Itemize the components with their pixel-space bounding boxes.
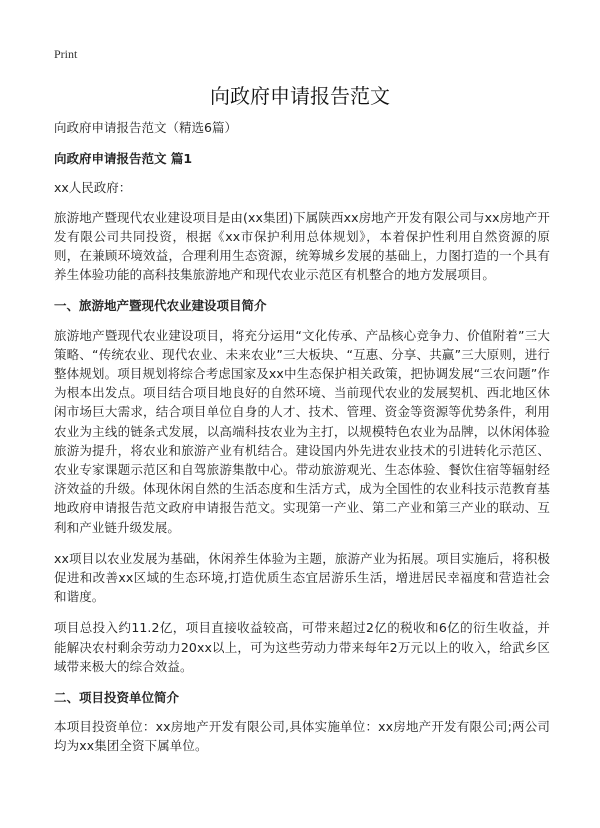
salutation: xx人民政府： xyxy=(54,180,132,196)
section-1-heading: 一、旅游地产暨现代农业建设项目简介 xyxy=(54,298,267,314)
section-2-paragraph: 本项目投资单位：xx房地产开发有限公司,具体实施单位：xx房地产开发有限公司;两公司均为xx集团全资下属单位。 xyxy=(54,719,550,754)
section-1-paragraph: 项目总投入约11.2亿，项目直接收益较高，可带来超过2亿的税收和6亿的衍生收益，并能解决农村剩余劳动力20xx以上，可为这些劳动力带来每年2万元以上的收入，给武乡区域带来极大的综合效益。 xyxy=(54,620,550,674)
section-1-paragraph: xx项目以农业发展为基础，休闲养生体验为主题，旅游产业为拓展。项目实施后，将积极促进和改善xx区域的生态环境,打造优质生态宜居游乐生活，增进居民幸福度和营造社会和谐度。 xyxy=(54,550,550,605)
page-title: 向政府申请报告范文 xyxy=(210,84,390,108)
print-link[interactable]: Print xyxy=(54,47,78,61)
document-subtitle: 向政府申请报告范文（精选6篇） xyxy=(54,120,237,135)
section-1-paragraph: 旅游地产暨现代农业建设项目，将充分运用“文化传承、产品核心竞争力、价值附着”三大策略、“传统农业、现代农业、未来农业”三大板块、“互惠、分享、共赢”三大原则，进行整体规划。项目规划将综合考虑国家及xx中生态保护相关政策，把协调发展“三农问题”作为根本出发点。项目结合项目地良好的自然环境、当前现代农业的发展契机、西北地区休闲市场巨大需求，结合项目单位自身的人才、技术、管理、资金等资源等优势条件，利用农业为主线的链条式发展，以高端科技农业为主打，以规模特色农业为品牌，以休闲体验旅游为提升，将农业和旅游产业有机结合。建设国内外先进农业技术的引进转化示范区、农业专家课题示范区和自驾旅游集散中心。带动旅游观光、生态体验、餐饮住宿等辐射经济效益的升级。体现休闲自然的生活态度和生活方式，成为全国性的农业科技示范教育基地政府申请报告范文政府申请报告范文。实现第一产业、第二产业和第三产业的联动、互利和产业链升级发展。 xyxy=(54,327,550,535)
section-2-heading: 二、项目投资单位简介 xyxy=(54,690,180,706)
intro-paragraph: 旅游地产暨现代农业建设项目是由(xx集团)下属陕西xx房地产开发有限公司与xx房地产开发有限公司共同投资，根据《xx市保护利用总体规划》，本着保护性利用自然资源的原则，在兼顾环境效益，合理利用生态资源，统筹城乡发展的基础上，力图打造的一个具有养生体验功能的高科技集旅游地产和现代农业示范区有机整合的地方发展项目。 xyxy=(54,209,550,283)
article-heading: 向政府申请报告范文 篇1 xyxy=(54,151,193,167)
document-body xyxy=(54,118,550,768)
